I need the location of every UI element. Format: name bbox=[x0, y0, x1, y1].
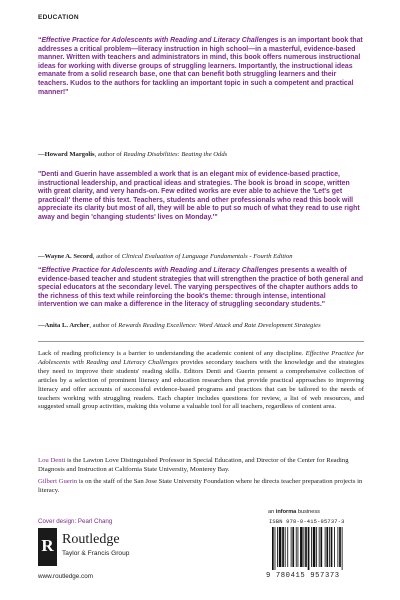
editor-bio-2 bbox=[38, 478, 364, 496]
editor-bio-1 bbox=[38, 457, 364, 475]
informa-business-label bbox=[268, 509, 320, 515]
praise-author-connector: , author of bbox=[94, 151, 124, 158]
praise-author-name: —Howard Margolis bbox=[38, 151, 95, 158]
informa-brand: informa bbox=[275, 509, 297, 515]
publisher-url[interactable]: www.routledge.com bbox=[38, 573, 93, 580]
praise-author-work: Rewards Reading Excellence: Word Attack and Rate Development Strategies bbox=[118, 322, 321, 329]
praise-quote-text: "Denti and Guerin have assembled a work that is an elegant mix of evidence-based practice, instructional leadership, and practical ideas and strategies. The book is broad in scope, written with great clarity, and very hands-on. Few edited works are ever able to achieve the 'Let's get practical!' theme of this text. Teachers, students and other professionals who read this book will appreciate its clarity but most of all, they will be able to put so much of what they read to use right away and begin 'changing students' lives on Monday.'" bbox=[38, 171, 360, 221]
barcode-digits: 9 780415 957373 bbox=[266, 572, 340, 580]
praise-book-title: Effective Practice for Adolescents with Reading and Literacy Challenges bbox=[41, 267, 279, 274]
editor-bio-text: is on the staff of the San Jose State University Foundation where he directs teacher preparation projects in literacy. bbox=[38, 478, 363, 494]
barcode-icon bbox=[272, 527, 362, 570]
editor-name: Gilbert Guerin bbox=[38, 478, 78, 485]
praise-attribution-2 bbox=[38, 253, 364, 261]
category-label: EDUCATION bbox=[38, 14, 79, 21]
description-book-title: Effective Practice for Adolescents with Reading and Literacy Challenges bbox=[38, 350, 364, 366]
section-divider bbox=[38, 341, 364, 342]
praise-attribution-3 bbox=[38, 322, 364, 330]
praise-attribution-1 bbox=[38, 151, 364, 159]
cover-design-credit: Cover design: Pearl Chang bbox=[38, 518, 113, 525]
praise-quote-2 bbox=[38, 171, 364, 223]
logo-letter: R bbox=[41, 536, 54, 555]
praise-author-name: —Wayne A. Secord bbox=[38, 253, 93, 260]
publisher-group: Taylor & Francis Group bbox=[62, 550, 130, 557]
description-intro: Lack of reading proficiency is a barrier to understanding the academic content of any discipline. bbox=[38, 350, 306, 357]
editor-bio-text: is the Lawton Love Distinguished Professor in Special Education, and Director of the Center for Reading Diagnosis and Instruction at California State University, Monterey Bay. bbox=[38, 457, 349, 473]
praise-author-work: Reading Disabilities: Beating the Odds bbox=[123, 151, 228, 158]
praise-author-work: Clinical Evaluation of Language Fundamentals - Fourth Edition bbox=[121, 253, 293, 260]
praise-author-connector: , author of bbox=[89, 322, 119, 329]
praise-quote-1: “Effective Practice for Adolescents with Reading and Literacy Challenges is an important book that addresses a critical problem—literacy instruction in high school—in a masterful, evidence-based manner. Written with teachers and administrators in mind, this book offers numerous instructional ideas for working with diverse groups of struggling learners. Importantly, the instructional ideas emanate from a solid research base, one that can benefit both struggling learners and their teachers. Kudos to the authors for tackling an important topic in such a competent and practical manner!" bbox=[38, 37, 363, 96]
praise-author-name: —Anita L. Archer bbox=[38, 322, 90, 329]
praise-author-connector: , author of bbox=[92, 253, 122, 260]
publisher-name: Routledge bbox=[62, 532, 120, 547]
routledge-logo-icon bbox=[38, 528, 57, 566]
praise-quote-text: is an important book that addresses a critical problem—literacy instruction in high school—in a masterful, evidence-based manner. Written with teachers and administrators in mind, this book offers numerous instructional ideas for working with diverse groups of struggling learners. Importantly, the instructional ideas emanate from a solid research base, one that can benefit both struggling learners and their teachers. Kudos to the authors for tackling an important topic in such a competent and practical manner!" bbox=[38, 37, 363, 96]
praise-quote-3: “Effective Practice for Adolescents with Reading and Literacy Challenges presents a wealth of evidence-based teacher and student strategies that will strengthen the practice of both general and special educators at the secondary level. The varying perspectives of the chapter authors adds to the richness of this text while reinforcing the book's theme: through intense, intentional intervention we can make a difference in the literacy of struggling secondary students." bbox=[38, 267, 364, 309]
praise-book-title: Effective Practice for Adolescents with Reading and Literacy Challenges bbox=[41, 37, 279, 44]
isbn-label: ISBN 978-0-415-95737-3 bbox=[269, 519, 345, 525]
editor-name: Lou Denti bbox=[38, 457, 66, 464]
praise-quote-text: presents a wealth of evidence-based teacher and student strategies that will strengthen the practice of both general and special educators at the secondary level. The varying perspectives of the chapter authors adds to the richness of this text while reinforcing the book's theme: through intense, intentional intervention we can make a difference in the literacy of struggling secondary students." bbox=[38, 267, 364, 309]
description-body: provides secondary teachers with the knowledge and the strategies they need to improve their students' reading skills. Editors Denti and Guerin present a comprehensive collection of articles by a selection of prominent literacy and education researchers that provide practical approaches to improving literacy and offer accounts of successful evidence-based programs and practices that can be tailored to the needs of teachers working with struggling readers. Each chapter includes questions for review, a list of web resources, and suggested small group activities, making this volume a valuable tool for all teachers, regardless of content area. bbox=[38, 358, 364, 411]
book-description bbox=[38, 350, 364, 412]
informa-suffix: business bbox=[296, 509, 320, 515]
informa-prefix: an bbox=[268, 509, 276, 515]
